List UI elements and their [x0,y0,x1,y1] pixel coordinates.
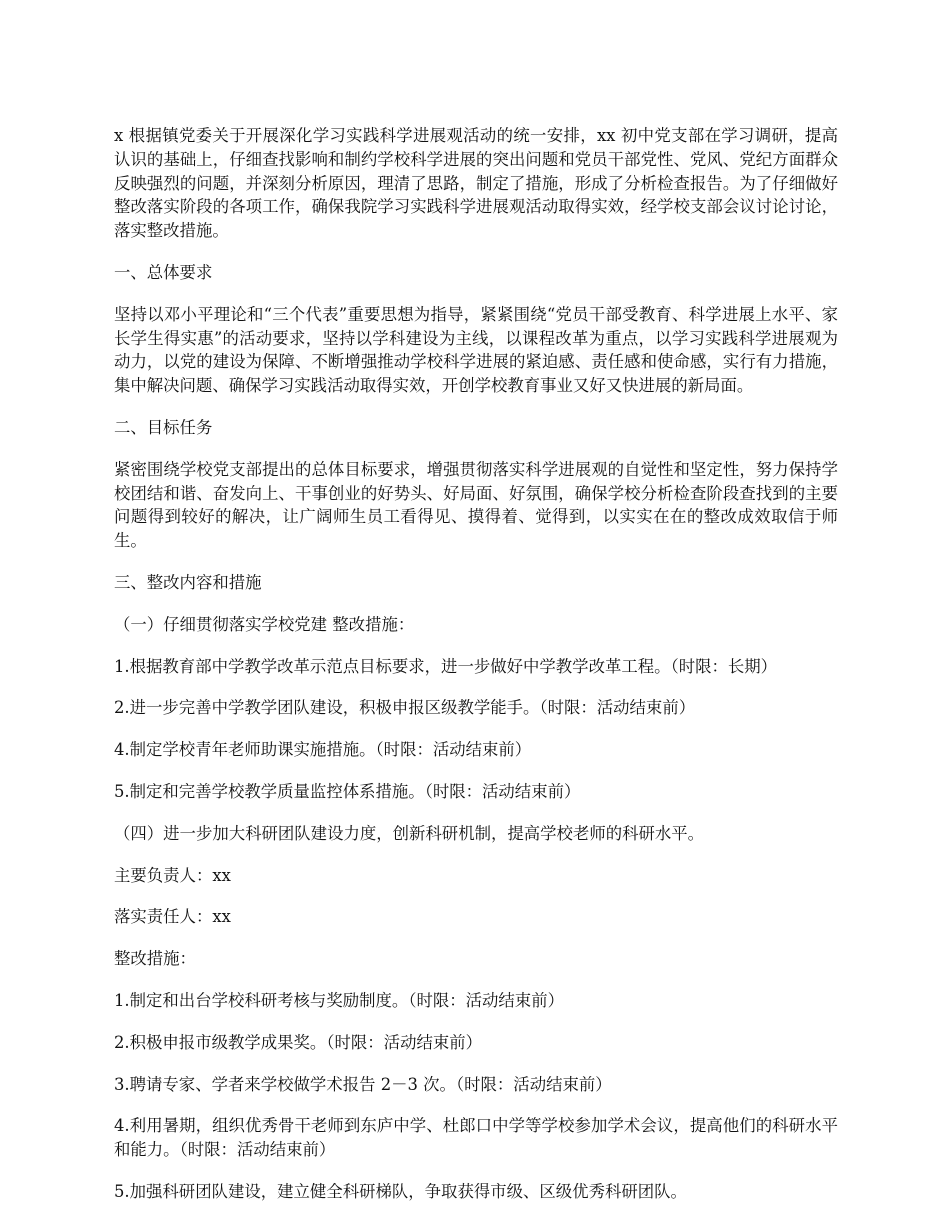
measure-item: 1.制定和出台学校科研考核与奖励制度。（时限：活动结束前） [114,990,564,1010]
section-heading-goals: 二、目标任务 [114,417,213,437]
measure-item: 4.制定学校青年老师助课实施措施。（时限：活动结束前） [114,740,532,760]
measure-item: 5.制定和完善学校教学质量监控体系措施。（时限：活动结束前） [114,781,581,801]
measures-label: 整改措施： [114,949,196,969]
main-responsible-person: 主要负责人：xx [114,865,231,885]
document-body [114,124,838,1222]
measure-item: 2.积极申报市级教学成果奖。（时限：活动结束前） [114,1032,483,1052]
general-requirements-paragraph: 坚持以邓小平理论和“三个代表”重要思想为指导，紧紧围绕“党员干部受教育、科学进展上水平、家长学生得实惠”的活动要求，坚持以学科建设为主线，以课程改革为重点，以学习实践科学进展观为动力，以党的建设为保障、不断增强推动学校科学进展的紧迫感、责任感和使命感，实行有力措施，集中解决问题、确保学习实践活动取得实效，开创学校教育事业又好又快进展的新局面。 [114,304,838,396]
measure-item: 2.进一步完善中学教学团队建设，积极申报区级教学能手。（时限：活动结束前） [114,698,696,718]
subsection-heading-party-building: （一）仔细贯彻落实学校党建 整改措施： [114,614,415,634]
measure-item: 4.利用暑期，组织优秀骨干老师到东庐中学、杜郎口中学等学校参加学术会议，提高他们的科研水平和能力。（时限：活动结束前） [114,1116,838,1160]
implementation-responsible-person: 落实责任人：xx [114,907,231,927]
intro-paragraph: x 根据镇党委关于开展深化学习实践科学进展观活动的统一安排，xx 初中党支部在学习调研，提高认识的基础上，仔细查找影响和制约学校科学进展的突出问题和党员干部党性、党风、党纪方面群众反映强烈的问题，并深刻分析原因，理清了思路，制定了措施，形成了分析检查报告。为了仔细做好整改落实阶段的各项工作，确保我院学习实践科学进展观活动取得实效，经学校支部会议讨论讨论，落实整改措施。 [114,126,838,241]
goals-paragraph: 紧密围绕学校党支部提出的总体目标要求，增强贯彻落实科学进展观的自觉性和坚定性，努力保持学校团结和谐、奋发向上、干事创业的好势头、好局面、好氛围，确保学校分析检查阶段查找到的主要问题得到较好的解决，让广阔师生员工看得见、摸得着、觉得到，以实实在在的整改成效取信于师生。 [114,459,838,551]
measure-item: 5.加强科研团队建设，建立健全科研梯队，争取获得市级、区级优秀科研团队。 [114,1181,687,1201]
section-heading-general-requirements: 一、总体要求 [114,262,213,282]
section-heading-measures: 三、整改内容和措施 [114,572,262,592]
measure-item: 3.聘请专家、学者来学校做学术报告 2－3 次。（时限：活动结束前） [114,1074,612,1094]
subsection-heading-research-team: （四）进一步加大科研团队建设力度，创新科研机制，提高学校老师的科研水平。 [114,823,705,843]
measure-item: 1.根据教育部中学教学改革示范点目标要求，进一步做好中学教学改革工程。（时限：长期） [114,656,778,676]
